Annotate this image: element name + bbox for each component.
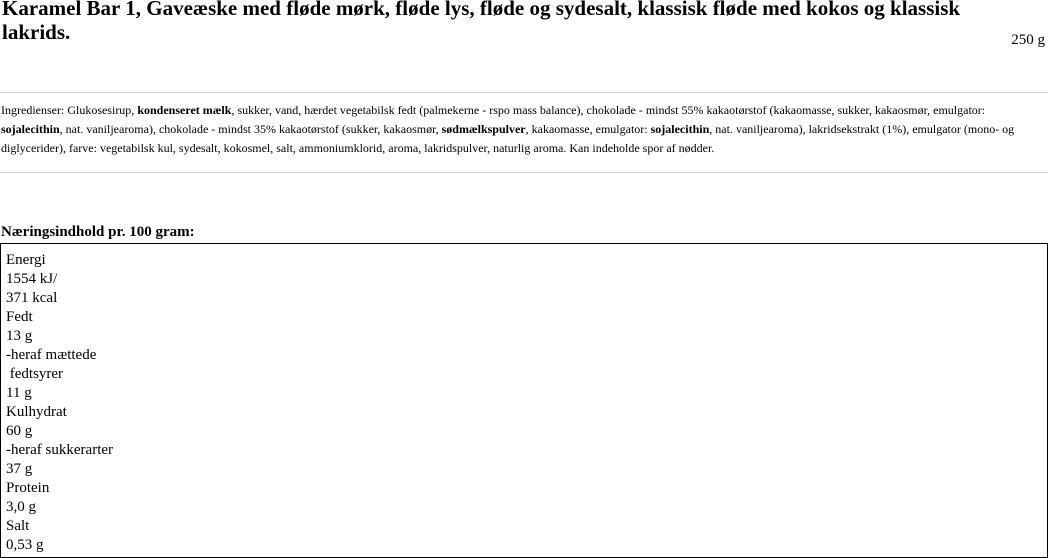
- nutrition-line: 11 g: [6, 385, 32, 401]
- nutrition-line: fedtsyrer: [6, 366, 64, 382]
- nutrition-table: [0, 243, 1048, 558]
- section-divider: [0, 92, 1048, 93]
- nutrition-line: 0,53 g: [6, 537, 44, 553]
- nutrition-line: Energi: [6, 252, 46, 268]
- ingredients-segment: , sukker, vand, hærdet vegetabilsk fedt (palmekerne - rspo mass balance), chokolade - mindst 55% kakaotørstof (kakaomasse, sukker, kakaosmør, emulgator:: [231, 103, 986, 117]
- nutrition-line: -heraf sukkerarter: [6, 442, 114, 458]
- nutrition-line: -heraf mættede: [6, 347, 97, 363]
- nutrition-line: Fedt: [6, 309, 33, 325]
- nutrition-heading: Næringsindhold pr. 100 gram:: [1, 224, 195, 240]
- nutrition-line: 371 kcal: [6, 290, 58, 306]
- ingredients-segment: , nat. vaniljearoma), lakridsekstrakt (1%), emulgator (mono- og diglycerider), farve: vegetabilsk kul, sydesalt, kokosmel, salt, ammoniumklorid, aroma, lakridspulver, naturlig aroma. Kan indeholde spor af nødder.: [1, 122, 1015, 155]
- allergen-milk-powder: sødmælkspulver: [441, 122, 526, 136]
- allergen-soy: sojalecithin: [650, 122, 710, 136]
- allergen-milk: kondenseret mælk: [137, 103, 232, 117]
- allergen-soy: sojalecithin: [1, 122, 60, 136]
- nutrition-line: 60 g: [6, 423, 33, 439]
- ingredients-segment: , nat. vaniljearoma), chokolade - mindst 35% kakaotørstof (sukker, kakaosmør,: [59, 122, 442, 136]
- nutrition-list: [6, 251, 113, 555]
- nutrition-line: 1554 kJ/: [6, 271, 58, 287]
- nutrition-line: 37 g: [6, 461, 33, 477]
- ingredients-text: [1, 101, 1046, 158]
- ingredients-segment: , kakaomasse, emulgator:: [525, 122, 651, 136]
- ingredients-segment: Glukosesirup,: [67, 103, 138, 117]
- nutrition-line: 13 g: [6, 328, 33, 344]
- nutrition-line: Protein: [6, 480, 50, 496]
- nutrition-line: 3,0 g: [6, 499, 36, 515]
- ingredients-label: Ingredienser:: [1, 103, 68, 117]
- product-weight: 250 g: [1011, 32, 1045, 48]
- nutrition-line: Salt: [6, 518, 30, 534]
- nutrition-line: Kulhydrat: [6, 404, 67, 420]
- section-divider: [0, 172, 1048, 173]
- product-title: Karamel Bar 1, Gaveæske med fløde mørk, fløde lys, fløde og sydesalt, klassisk fløde med kokos og klassisk lakrids.: [2, 0, 961, 44]
